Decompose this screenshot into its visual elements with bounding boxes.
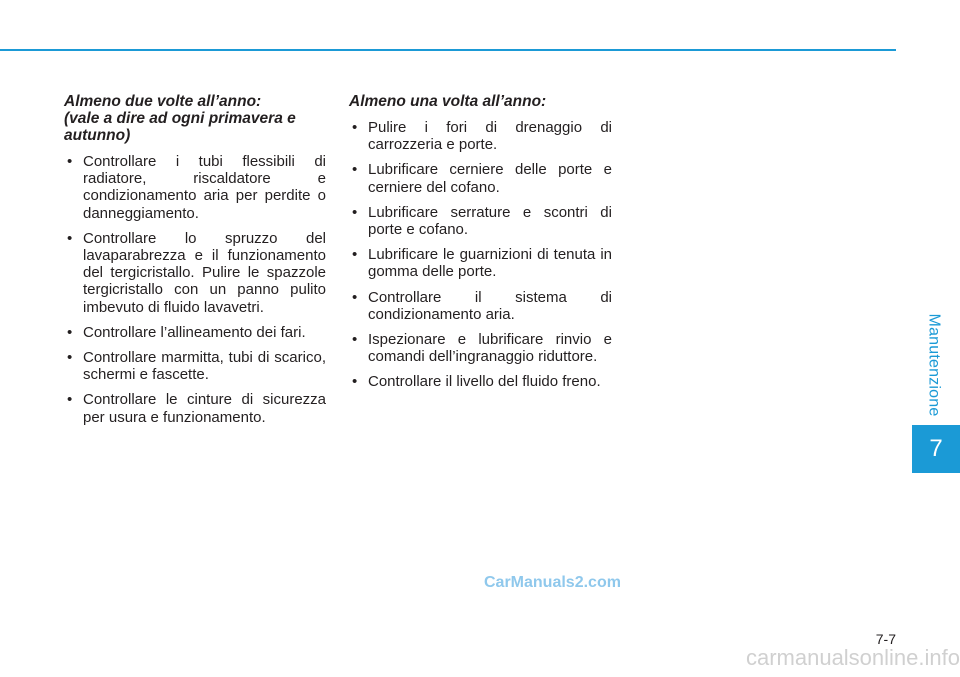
list-item: • Lubrificare le guarnizioni di tenuta in gomma delle porte. [349,246,612,280]
list-item: • Controllare il sistema di condizionamento aria. [349,289,612,323]
left-checklist [64,153,326,426]
chapter-tab[interactable] [912,425,960,473]
left-column [64,93,326,434]
watermark-link[interactable]: CarManuals2.com [484,574,621,591]
right-column [349,93,612,399]
heading-line: autunno) [64,127,131,144]
list-item: • Controllare lo spruzzo del lavaparabrezza e il funzionamento del tergicristallo. Pulire le spazzole tergicristallo con un panno pulito imbevuto di fluido lavavetri. [64,230,326,316]
list-item: • Controllare l’allineamento dei fari. [64,324,326,341]
heading-line: Almeno due volte all’anno: [64,93,262,110]
page-number: 7-7 [875,631,896,647]
footer-watermark: carmanualsonline.info [745,645,960,670]
list-item: • Controllare marmitta, tubi di scarico, schermi e fascette. [64,349,326,383]
list-item: • Lubrificare serrature e scontri di porte e cofano. [349,204,612,238]
header-rule [0,49,896,51]
right-column-heading: Almeno una volta all’anno: [349,93,547,110]
right-checklist [349,119,612,391]
list-item: • Controllare le cinture di sicurezza per usura e funzionamento. [64,391,326,425]
section-label-text: Manutenzione [925,313,943,417]
list-item: • Pulire i fori di drenaggio di carrozzeria e porte. [349,119,612,153]
left-column-heading [64,93,326,144]
section-side-label [920,300,946,430]
list-item: • Controllare i tubi flessibili di radiatore, riscaldatore e condizionamento aria per perdite o danneggiamento. [64,153,326,222]
list-item: • Lubrificare cerniere delle porte e cerniere del cofano. [349,161,612,195]
list-item: • Controllare il livello del fluido freno. [349,373,612,390]
chapter-number: 7 [929,435,943,462]
heading-line: (vale a dire ad ogni primavera e [64,110,296,127]
list-item: • Ispezionare e lubrificare rinvio e comandi dell’ingranaggio riduttore. [349,331,612,365]
